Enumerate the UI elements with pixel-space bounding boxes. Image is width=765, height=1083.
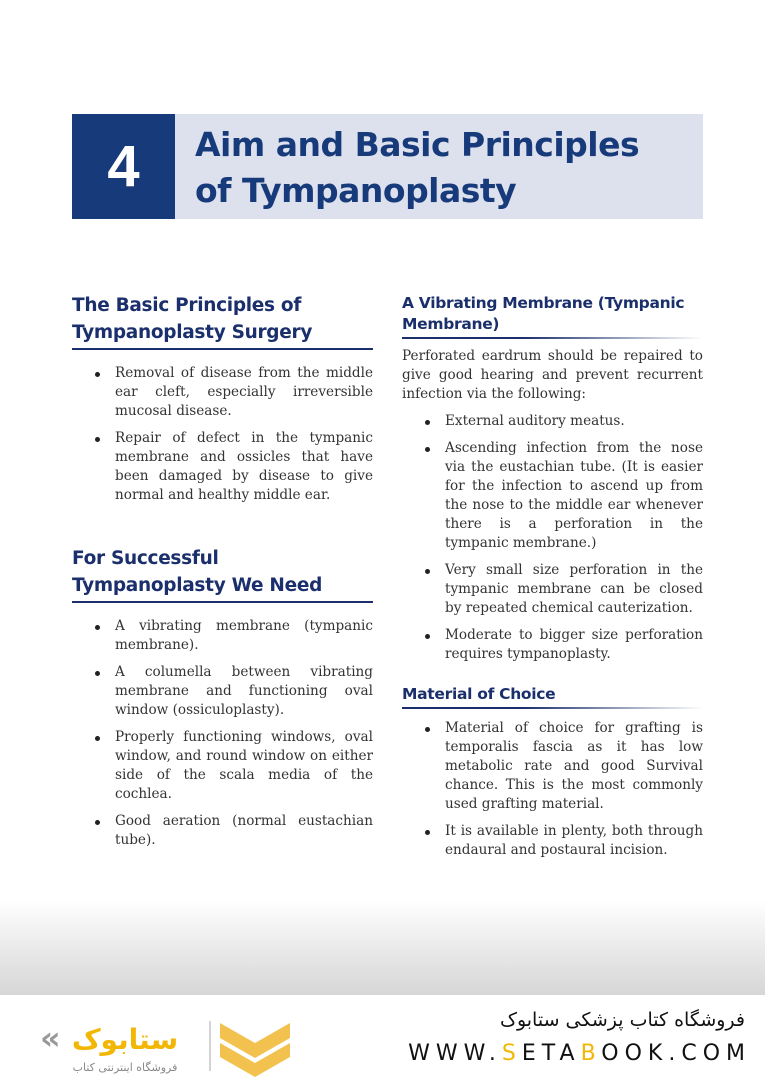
list-item: Moderate to bigger size perforation requires tympanoplasty. [425,626,703,664]
bullet-list [95,617,373,850]
chapter-title: Aim and Basic Principles of Tympanoplasty [195,125,640,210]
section-heading: The Basic Principles of Tympanoplasty Surgery [72,292,373,350]
list-item: A columella between vibrating membrane and functioning oval window (ossiculoplasty). [95,663,373,720]
svg-text:«: « [40,1019,61,1057]
paragraph: Perforated eardrum should be repaired to give good hearing and prevent recurrent infection via the following: [402,348,703,402]
bullet-list [425,412,703,664]
list-item: External auditory meatus. [425,412,703,431]
left-column [72,292,373,850]
section-heading: Material of Choice [402,684,703,709]
list-item: It is available in plenty, both through endaural and postaural incision. [425,822,703,860]
section-heading: For Successful Tympanoplasty We Need [72,545,373,603]
footer-banner [0,995,765,1080]
list-item: Repair of defect in the tympanic membrane and ossicles that have been damaged by disease to give normal and healthy middle ear. [95,429,373,505]
setabook-logo [30,1013,300,1083]
list-item: Good aeration (normal eustachian tube). [95,812,373,850]
list-item: Removal of disease from the middle ear cleft, especially irreversible mucosal disease. [95,364,373,421]
footer-shadow [0,900,765,995]
bullet-list [95,364,373,505]
bullet-list [425,719,703,860]
store-url[interactable]: WWW.SETABOOK.COM [408,1041,751,1066]
store-name: فروشگاه کتاب پزشکی ستابوک [499,1009,745,1031]
svg-text:ستابوک: ستابوک [71,1023,179,1056]
list-item: Properly functioning windows, oval window, and round window on either side of the scala media of the cochlea. [95,728,373,804]
list-item: Very small size perforation in the tympanic membrane can be closed by repeated chemical cauterization. [425,561,703,618]
right-column [402,293,703,860]
chapter-number: 4 [72,114,175,219]
chapter-header [72,114,703,219]
section-heading: A Vibrating Membrane (Tympanic Membrane) [402,293,703,339]
list-item: Ascending infection from the nose via the eustachian tube. (It is easier for the infection to ascend up from the nose to the middle ear whenever there is a perforation in the tympanic membrane.) [425,439,703,553]
list-item: A vibrating membrane (tympanic membrane). [95,617,373,655]
list-item: Material of choice for grafting is temporalis fascia as it has low metabolic rate and good Survival chance. This is the most commonly used grafting material. [425,719,703,814]
svg-text:فروشگاه اینترنتی کتاب: فروشگاه اینترنتی کتاب [72,1061,178,1074]
